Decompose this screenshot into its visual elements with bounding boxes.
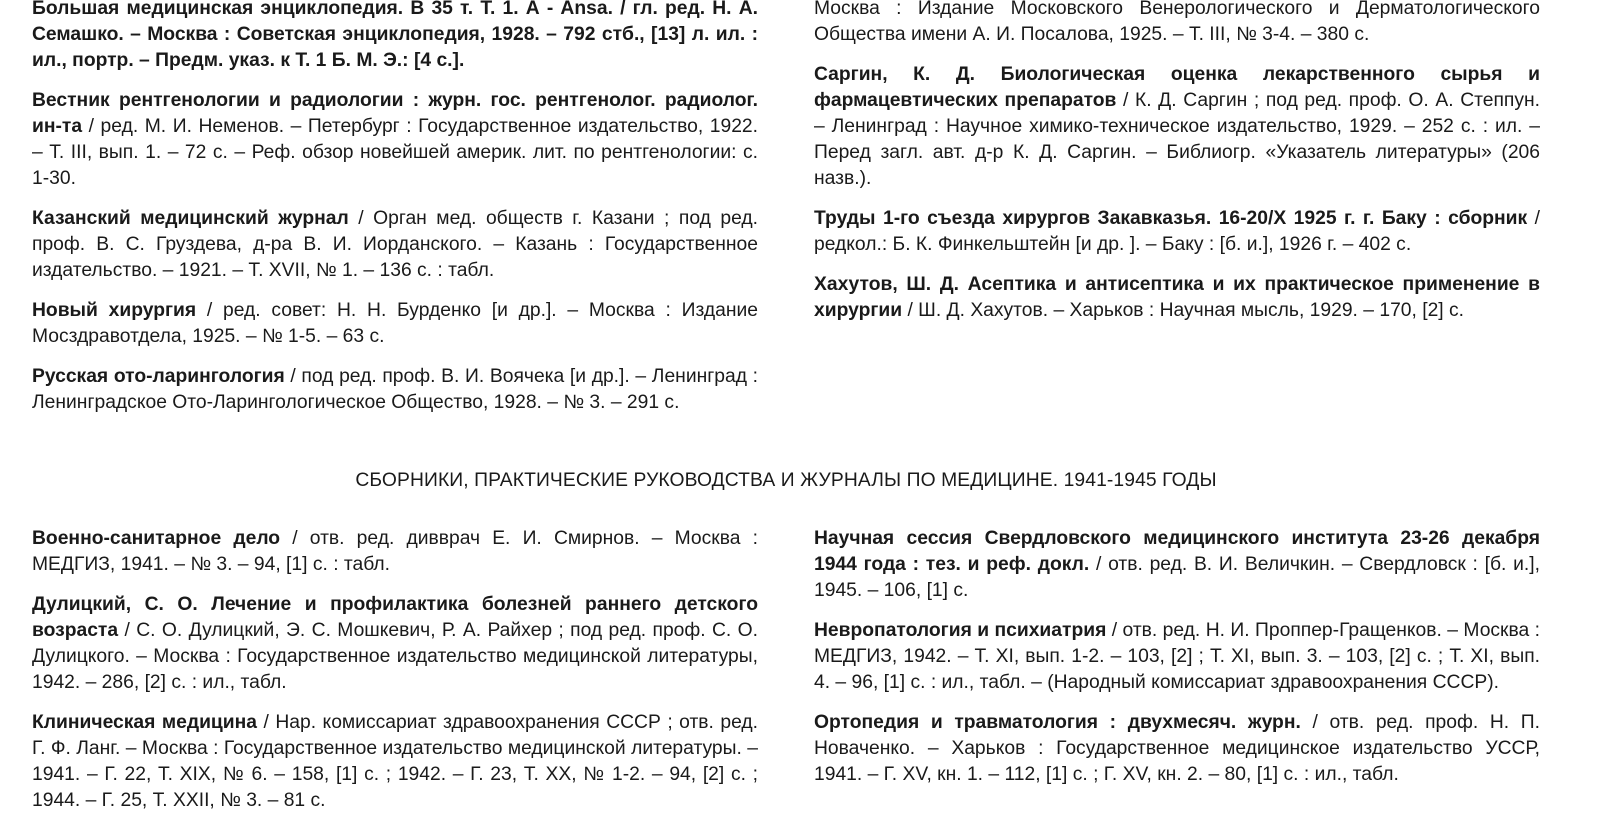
entry-details: / Нар. комиссариат здравоохранения СССР ; отв. ред. Г. Ф. Ланг. – Москва : Государственное издательство медицинской литературы. – 1941. – Г. 22, Т. XIX, № 6. – 158, [1] с. ; 1942. – Г. 23, Т. XX, № 1-2. – 94, [2] с. ; 1944. – Г. 25, Т. XXII, № 3. – 81 с.: [32, 712, 758, 811]
bibliography-entry: [814, 272, 1540, 324]
section2-left-column: [32, 526, 758, 828]
entry-title: Научная сессия Свердловского медицинского института 23-26 декабря 1944 года : тез. и реф. докл.: [814, 528, 1540, 575]
entry-details: / К. Д. Саргин ; под ред. проф. О. А. Степпун. – Ленинград : Научное химико-техническое издательство, 1929. – 252 с. : ил. – Перед загл. авт. д-р К. Д. Саргин. – Библиогр. «Указатель литературы» (206 назв.).: [814, 90, 1540, 189]
bibliography-entry: [814, 62, 1540, 192]
entry-title: Вестник рентгенологии и радиологии : журн. гос. рентгенолог. радиолог. ин-та: [32, 90, 758, 137]
entry-title: Клиническая медицина: [32, 712, 258, 733]
bibliography-entry: [32, 710, 758, 814]
entry-details: / под ред. проф. В. И. Воячека [и др.]. – Ленинград : Ленинградское Ото-Ларингологическое Общество, 1928. – № 3. – 291 с.: [32, 366, 758, 413]
entry-title: Ортопедия и травматология : двухмесяч. журн.: [814, 712, 1301, 733]
bibliography-entry-continued: [814, 0, 1540, 48]
entry-title: Труды 1-го съезда хирургов Закавказья. 16-20/X 1925 г. г. Баку : сборник: [814, 208, 1528, 229]
entry-details: / Ш. Д. Хахутов. – Харьков : Научная мысль, 1929. – 170, [2] с.: [902, 300, 1465, 321]
bibliography-entry: [32, 364, 758, 416]
section1-left-column: [32, 0, 758, 430]
entry-title: Хахутов, Ш. Д. Асептика и антисептика и их практическое применение в хирургии: [814, 274, 1540, 321]
entry-details: / отв. ред. дивврач Е. И. Смирнов. – Москва : МЕДГИЗ, 1941. – № 3. – 94, [1] с. : табл.: [32, 528, 758, 575]
entry-details: / отв. ред. проф. Н. П. Новаченко. – Харьков : Государственное медицинское издательство УССР, 1941. – Г. XV, кн. 1. – 112, [1] с. ; Г. XV, кн. 2. – 80, [1] с. : ил., табл.: [814, 712, 1540, 785]
bibliography-entry: [32, 592, 758, 696]
entry-title: Военно-санитарное дело: [32, 528, 281, 549]
entry-title: Дулицкий, С. О. Лечение и профилактика болезней раннего детского возраста: [32, 594, 758, 641]
bibliography-entry: [32, 88, 758, 192]
entry-details: Москва : Издание Московского Венерологического и Дерматологического Общества имени А. И. Посалова, 1925. – Т. III, № 3-4. – 380 с.: [814, 0, 1540, 45]
entry-title: Русская ото-ларингология: [32, 366, 285, 387]
entry-title: Саргин, К. Д. Биологическая оценка лекарственного сырья и фармацевтических препаратов: [814, 64, 1540, 111]
entry-title: Невропатология и психиатрия: [814, 620, 1107, 641]
entry-details: / отв. ред. В. И. Величкин. – Свердловск : [б. и.], 1945. – 106, [1] с.: [814, 554, 1540, 601]
entry-title: Казанский медицинский журнал: [32, 208, 349, 229]
entry-title: Новый хирургия: [32, 300, 197, 321]
entry-details: / редкол.: Б. К. Финкельштейн [и др. ]. – Баку : [б. и.], 1926 г. – 402 с.: [814, 208, 1540, 255]
bibliography-entry: [32, 206, 758, 284]
entry-details: / С. О. Дулицкий, Э. С. Мошкевич, Р. А. Райхер ; под ред. проф. С. О. Дулицкого. – Москва : Государственное издательство медицинской литературы, 1942. – 286, [2] с. : ил., табл.: [32, 620, 758, 693]
entry-details: / Орган мед. обществ г. Казани ; под ред. проф. В. С. Груздева, д-ра В. И. Иорданского. – Казань : Государственное издательство. – 1921. – Т. XVII, № 1. – 136 с. : табл.: [32, 208, 759, 281]
section1-right-column: [814, 0, 1540, 338]
section2-right-column: [814, 526, 1540, 802]
bibliography-entry: [32, 298, 758, 350]
entry-details: / ред. совет: Н. Н. Бурденко [и др.]. – Москва : Издание Мосздравотдела, 1925. – № 1-5. – 63 с.: [32, 300, 758, 347]
bibliography-entry: [814, 618, 1540, 696]
bibliography-entry: [814, 526, 1540, 604]
bibliography-entry: [814, 206, 1540, 258]
section-heading: СБОРНИКИ, ПРАКТИЧЕСКИЕ РУКОВОДСТВА И ЖУРНАЛЫ ПО МЕДИЦИНЕ. 1941-1945 ГОДЫ: [355, 470, 1217, 491]
bibliography-entry: [32, 526, 758, 578]
entry-details: / отв. ред. Н. И. Проппер-Гращенков. – Москва : МЕДГИЗ, 1942. – Т. XI, вып. 1-2. – 103, [2] ; Т. XI, вып. 3. – 103, [2] с. ; Т. XI, вып. 4. – 96, [1] с. : ил., табл. – (Народный комиссариат здравоохранения СССР).: [814, 620, 1541, 693]
entry-title: Большая медицинская энциклопедия. В 35 т. Т. 1. А - Ansa. / гл. ред. Н. А. Семашко. – Москва : Советская энциклопедия, 1928. – 792 стб., [13] л. ил. : ил., портр. – Предм. указ. к Т. 1 Б. М. Э.: [4 с.].: [32, 0, 758, 71]
entry-details: / ред. М. И. Неменов. – Петербург : Государственное издательство, 1922. – Т. III, вып. 1. – 72 с. – Реф. обзор новейшей америк. лит. по рентгенологии: с. 1-30.: [32, 116, 758, 189]
bibliography-entry: [814, 710, 1540, 788]
bibliography-entry: [32, 0, 758, 74]
